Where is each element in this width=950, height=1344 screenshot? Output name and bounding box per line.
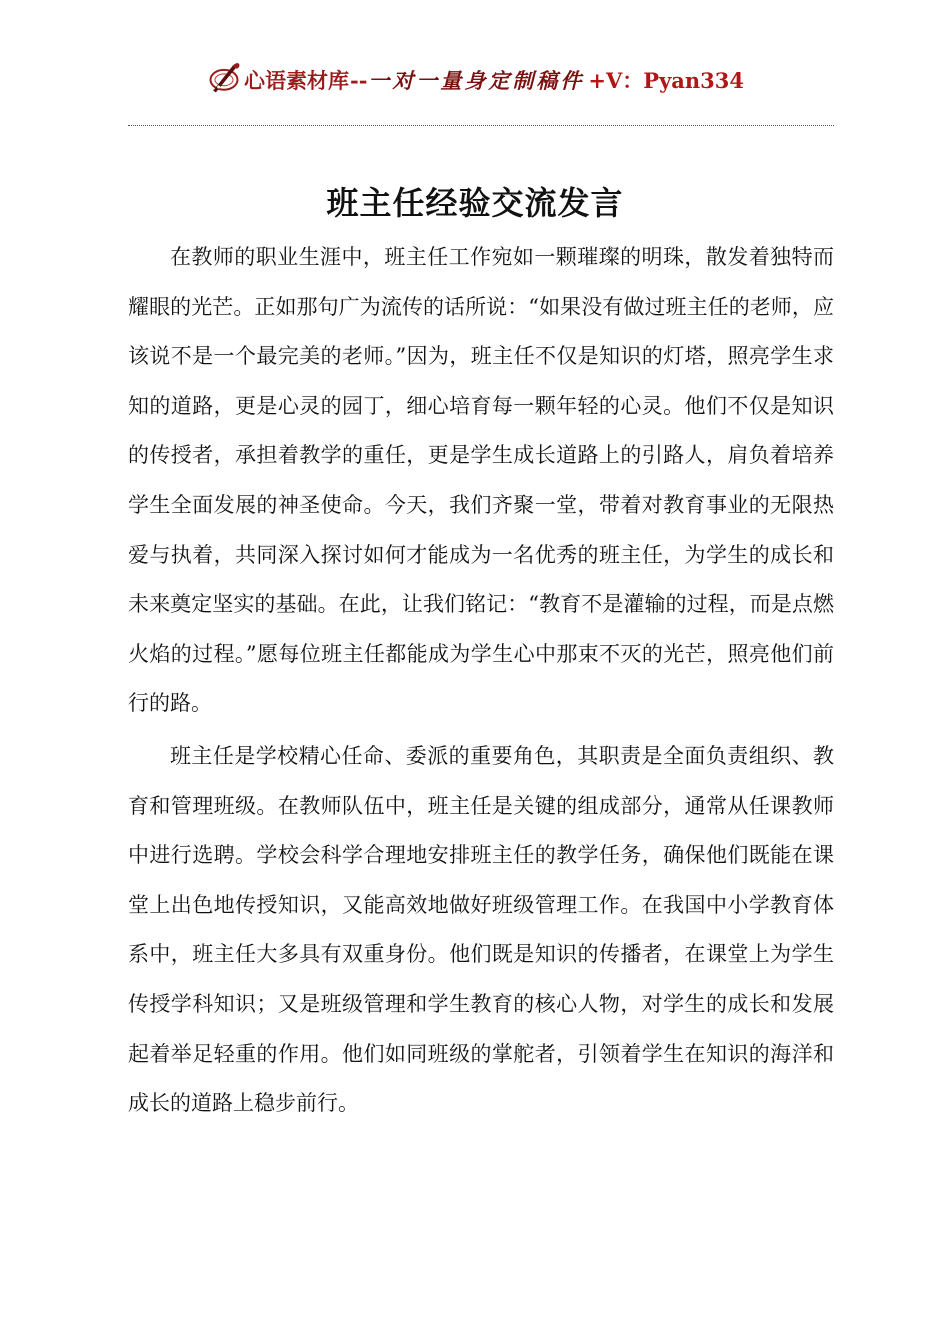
- header-tagline: 一对一量身定制稿件: [368, 68, 585, 93]
- header-separator: --: [349, 67, 368, 93]
- header-line: [206, 62, 744, 98]
- document-title: 班主任经验交流发言: [326, 184, 624, 222]
- paragraph-2: 班主任是学校精心任命、委派的重要角色，其职责是全面负责组织、教育和管理班级。在教师队伍中，班主任是关键的组成部分，通常从任课教师中进行选聘。学校会科学合理地安排班主任的教学任务，确保他们既能在课堂上出色地传授知识，又能高效地做好班级管理工作。在我国中小学教育体系中，班主任大多具有双重身份。他们既是知识的传播者，在课堂上为学生传授学科知识；又是班级管理和学生教育的核心人物，对学生的成长和发展起着举足轻重的作用。他们如同班级的掌舵者，引领着学生在知识的海洋和成长的道路上稳步前行。: [128, 743, 834, 1116]
- paragraph-1: 在教师的职业生涯中，班主任工作宛如一颗璀璨的明珠，散发着独特而耀眼的光芒。正如那句广为流传的话所说：“如果没有做过班主任的老师，应该说不是一个最完美的老师。”因为，班主任不仅是知识的灯塔，照亮学生求知的道路，更是心灵的园丁，细心培育每一颗年轻的心灵。他们不仅是知识的传授者，承担着教学的重任，更是学生成长道路上的引路人，肩负着培养学生全面发展的神圣使命。今天，我们齐聚一堂，带着对教育事业的无限热爱与执着，共同深入探讨如何才能成为一名优秀的班主任，为学生的成长和未来奠定坚实的基础。在此，让我们铭记：“教育不是灌输的过程，而是点燃火焰的过程。”愿每位班主任都能成为学生心中那束不灭的光芒，照亮他们前行的路。: [128, 245, 834, 716]
- quill-pen-logo-icon: [206, 60, 242, 96]
- page-header: [0, 60, 950, 100]
- brand-name: 心语素材库: [243, 68, 349, 93]
- header-divider: [128, 125, 834, 126]
- header-contact: +V：Pyan334: [588, 68, 745, 93]
- document-body: [128, 233, 834, 1132]
